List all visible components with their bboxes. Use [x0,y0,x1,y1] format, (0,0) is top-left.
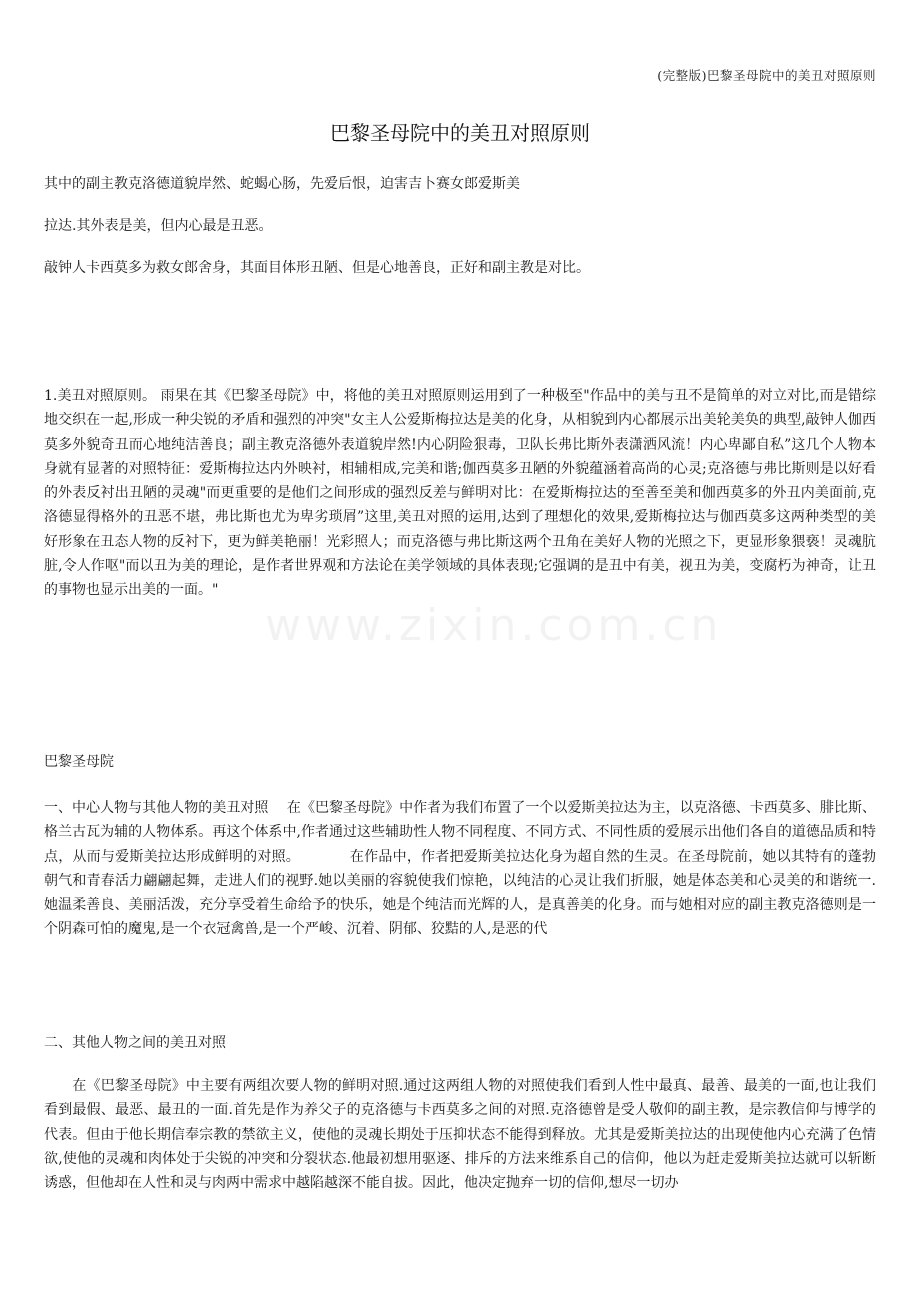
page-title: 巴黎圣母院中的美丑对照原则 [330,121,590,145]
section-beauty-ugliness-principle: 1.美丑对照原则。 雨果在其《巴黎圣母院》中，将他的美丑对照原则运用到了一种极至"作品中的美与丑不是简单的对立对比,而是错综地交织在一起,形成一种尖锐的矛盾和强烈的冲突"女主人公爱斯梅拉达是美的化身，从相貌到内心都展示出美轮美奂的典型,敲钟人伽西莫多外貌奇丑而心地纯洁善良；副主教克洛德外表道貌岸然!内心阴险狠毒，卫队长弗比斯外表潇洒风流！内心卑鄙自私”这几个人物本身就有显著的对照特征：爱斯梅拉达内外映衬，相辅相成,完美和谐;伽西莫多丑陋的外貌蕴涵着高尚的心灵;克洛德与弗比斯则是以好看的外表反衬出丑陋的灵魂"而更重要的是他们之间形成的强烈反差与鲜明对比：在爱斯梅拉达的至善至美和伽西莫多的外丑内美面前,克洛德显得格外的丑恶不堪，弗比斯也尤为卑劣琐屑”这里,美丑对照的运用,达到了理想化的效果,爱斯梅拉达与伽西莫多这两种类型的美好形象在丑态人物的反衬下，更为鲜美艳丽！光彩照人；而克洛德与弗比斯这两个丑角在美好人物的光照之下，更显形象猥亵！灵魂肮脏,令人作呕"而以丑为美的理论，是作者世界观和方法论在美学领域的具体表现;它强调的是丑中有美，视丑为美，变腐朽为神奇，让丑的事物也显示出美的一面。" [44,388,876,599]
intro-paragraph-2: 拉达.其外表是美，但内心最是丑恶。 [44,218,273,234]
section-central-characters: 一、中心人物与其他人物的美丑对照 在《巴黎圣母院》中作者为我们布置了一个以爱斯美拉达为主，以克洛德、卡西莫多、腓比斯、格兰古瓦为辅的人物体系。再这个体系中,作者通过这些辅助性人物不同程度、不同方式、不同性质的爱展示出他们各自的道德品质和特点，从而与爱斯美拉达形成鲜明的对照。 在作品中，作者把爱斯美拉达化身为超自然的生灵。在圣母院前，她以其特有的蓬勃朝气和青春活力翩翩起舞，走进人们的视野.她以美丽的容貌使我们惊艳，以纯洁的心灵让我们折服，她是体态美和心灵美的和谐统一.她温柔善良、美丽活泼，充分享受着生命给予的快乐，她是个纯洁而光辉的人，是真善美的化身。而与她相对应的副主教克洛德则是一个阴森可怕的魔鬼,是一个衣冠禽兽,是一个严峻、沉着、阴郁、狡黠的人,是恶的代 [44,800,876,938]
section-heading-other-characters: 二、其他人物之间的美丑对照 [44,1035,226,1051]
section-other-characters-body: 在《巴黎圣母院》中主要有两组次要人物的鲜明对照.通过这两组人物的对照使我们看到人性中最真、最善、最美的一面,也让我们看到最假、最恶、最丑的一面.首先是作为养父子的克洛德与卡西莫多之间的对照.克洛德曾是受人敬仰的副主教，是宗教信仰与博学的代表。但由于他长期信奉宗教的禁欲主义，使他的灵魂长期处于压抑状态不能得到释放。尤其是爱斯美拉达的出现使他内心充满了色情欲,使他的灵魂和肉体处于尖锐的冲突和分裂状态.他最初想用驱逐、排斥的方法来维系自己的信仰，他以为赶走爱斯美拉达就可以斩断诱惑，但他却在人性和灵与肉两中需求中越陷越深不能自拔。因此，他决定抛弃一切的信仰,想尽一切办 [44,1078,876,1192]
book-label: 巴黎圣母院 [44,754,114,770]
watermark: www.zixin.com.cn [265,600,723,651]
intro-paragraph-1: 其中的副主教克洛德道貌岸然、蛇蝎心肠，先爱后恨，迫害吉卜赛女郎爱斯美 [44,176,520,192]
intro-paragraph-3: 敲钟人卡西莫多为救女郎舍身，其面目体形丑陋、但是心地善良，正好和副主教是对比。 [44,260,590,276]
document-header: (完整版)巴黎圣母院中的美丑对照原则 [657,68,876,83]
